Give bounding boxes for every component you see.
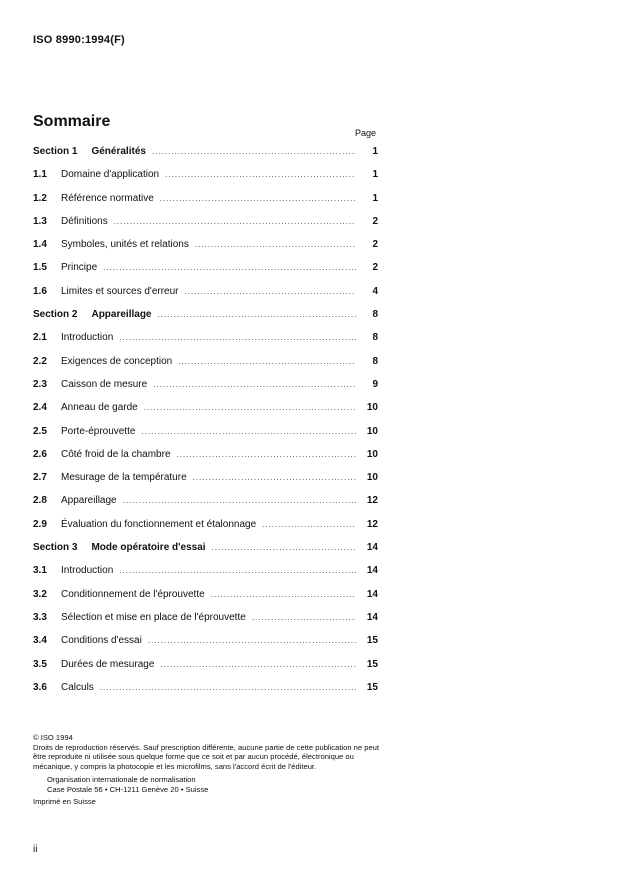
toc-section-row xyxy=(33,309,378,332)
toc-entry-title: Domaine d'application xyxy=(61,169,160,181)
toc-leader-dots xyxy=(158,310,357,319)
toc-leader-dots xyxy=(144,403,356,412)
page-number: ii xyxy=(33,844,38,855)
toc-item-number: 1.6 xyxy=(33,285,47,297)
toc-page-number: 15 xyxy=(366,681,378,693)
toc-item-row xyxy=(33,472,378,495)
toc-leader-dots xyxy=(177,450,356,459)
toc-leader-dots xyxy=(160,660,356,669)
toc-item-row xyxy=(33,682,378,705)
toc-item-row xyxy=(33,332,378,355)
toc-item-row xyxy=(33,519,378,542)
toc-item-number: 3.6 xyxy=(33,681,47,693)
toc-leader-dots xyxy=(103,263,356,272)
toc-item-number: 1.3 xyxy=(33,215,47,227)
toc-page-number: 8 xyxy=(372,332,378,344)
toc-entry-title: Mode opératoire d'essai xyxy=(91,542,206,554)
toc-leader-dots xyxy=(195,240,356,249)
toc-leader-dots xyxy=(165,170,356,179)
toc-page-number: 10 xyxy=(366,448,378,460)
toc-item-row xyxy=(33,169,378,192)
toc-leader-dots xyxy=(142,427,357,436)
toc-leader-dots xyxy=(123,496,356,505)
toc-entry-title: Porte-éprouvette xyxy=(61,425,136,437)
toc-leader-dots xyxy=(152,147,356,156)
toc-item-row xyxy=(33,379,378,402)
toc-leader-dots xyxy=(185,287,356,296)
toc-item-number: 3.5 xyxy=(33,658,47,670)
toc-item-number: 1.4 xyxy=(33,239,47,251)
toc-entry-title: Conditionnement de l'éprouvette xyxy=(61,588,205,600)
toc-leader-dots xyxy=(119,333,356,342)
toc-page-number: 1 xyxy=(372,192,378,204)
toc-item-number: 2.4 xyxy=(33,402,47,414)
toc-item-row xyxy=(33,402,378,425)
toc-item-row xyxy=(33,426,378,449)
toc-entry-title: Caisson de mesure xyxy=(61,378,148,390)
copyright-rights: Droits de reproduction réservés. Sauf prescription différente, aucune partie de cette publication ne peut être reproduite ni utilisée sous quelque forme que ce soit et par aucun procédé, électronique ou mécanique, y compris la photocopie et les microfilms, sans l'accord écrit de l'éditeur. xyxy=(33,742,380,771)
toc-page-number: 15 xyxy=(366,635,378,647)
toc-page-number: 9 xyxy=(372,378,378,390)
copyright-org: Organisation internationale de normalisation xyxy=(47,775,196,785)
toc-item-row xyxy=(33,659,378,682)
toc-leader-dots xyxy=(211,590,356,599)
toc-page-number: 12 xyxy=(366,495,378,507)
toc-item-row xyxy=(33,356,378,379)
toc-page-number: 15 xyxy=(366,658,378,670)
toc-entry-title: Conditions d'essai xyxy=(61,635,142,647)
toc-item-number: 1.5 xyxy=(33,262,47,274)
toc-leader-dots xyxy=(100,683,356,692)
toc-entry-title: Généralités xyxy=(91,146,146,157)
copyright-line: © ISO 1994 xyxy=(33,733,73,742)
toc-entry-title: Appareillage xyxy=(61,495,117,507)
toc-entry-title: Calculs xyxy=(61,681,94,693)
copyright-block xyxy=(33,733,381,806)
toc-entry-title: Mesurage de la température xyxy=(61,472,187,484)
toc-item-row xyxy=(33,262,378,285)
toc-page-number: 10 xyxy=(366,425,378,437)
toc-item-number: 3.3 xyxy=(33,611,47,623)
toc-item-row xyxy=(33,239,378,262)
toc-item-number: 2.3 xyxy=(33,378,47,390)
toc-section-number: Section 2 xyxy=(33,309,78,321)
toc-page-number: 14 xyxy=(366,542,378,554)
toc-entry-title: Sélection et mise en place de l'éprouvette xyxy=(61,611,246,623)
toc-item-number: 2.1 xyxy=(33,332,47,344)
toc-leader-dots xyxy=(148,636,356,645)
toc-entry-title: Appareillage xyxy=(91,309,152,321)
table-of-contents xyxy=(33,146,378,705)
toc-page-number: 12 xyxy=(366,518,378,530)
toc-page-number: 2 xyxy=(372,215,378,227)
toc-page-number: 14 xyxy=(366,565,378,577)
toc-leader-dots xyxy=(114,217,356,226)
toc-leader-dots xyxy=(212,543,356,552)
toc-page-number: 2 xyxy=(372,239,378,251)
toc-leader-dots xyxy=(153,380,356,389)
toc-page-number: 14 xyxy=(366,588,378,600)
toc-item-row xyxy=(33,612,378,635)
toc-entry-title: Évaluation du fonctionnement et étalonnage xyxy=(61,518,257,530)
toc-entry-title: Symboles, unités et relations xyxy=(61,239,189,251)
page-column-label: Page xyxy=(355,128,377,138)
toc-title: Sommaire xyxy=(33,113,111,130)
toc-entry-title: Principe xyxy=(61,262,98,274)
toc-item-row xyxy=(33,449,378,472)
toc-section-number: Section 3 xyxy=(33,542,78,554)
toc-item-number: 1.1 xyxy=(33,169,47,181)
copyright-printed: Imprimé en Suisse xyxy=(33,796,96,806)
toc-entry-title: Côté froid de la chambre xyxy=(61,448,171,460)
toc-leader-dots xyxy=(119,566,356,575)
toc-leader-dots xyxy=(262,520,356,529)
toc-leader-dots xyxy=(252,613,356,622)
toc-item-number: 2.9 xyxy=(33,518,47,530)
toc-page-number: 2 xyxy=(372,262,378,274)
toc-item-row xyxy=(33,495,378,518)
toc-page-number: 8 xyxy=(372,355,378,367)
toc-item-row xyxy=(33,193,378,216)
toc-section-row xyxy=(33,542,378,565)
toc-entry-title: Durées de mesurage xyxy=(61,658,155,670)
toc-item-number: 2.2 xyxy=(33,355,47,367)
toc-page-number: 1 xyxy=(372,146,378,157)
toc-page-number: 10 xyxy=(366,402,378,414)
copyright-address: Case Postale 56 • CH-1211 Genève 20 • Suisse xyxy=(47,784,209,794)
toc-item-row xyxy=(33,635,378,658)
toc-section-number: Section 1 xyxy=(33,146,78,157)
toc-item-number: 2.8 xyxy=(33,495,47,507)
toc-section-row xyxy=(33,146,378,169)
toc-item-number: 3.1 xyxy=(33,565,47,577)
toc-leader-dots xyxy=(160,194,356,203)
toc-entry-title: Introduction xyxy=(61,332,114,344)
toc-entry-title: Exigences de conception xyxy=(61,355,173,367)
toc-item-number: 2.7 xyxy=(33,472,47,484)
toc-item-number: 3.2 xyxy=(33,588,47,600)
toc-item-number: 2.5 xyxy=(33,425,47,437)
toc-page-number: 14 xyxy=(366,611,378,623)
toc-item-number: 1.2 xyxy=(33,192,47,204)
toc-leader-dots xyxy=(178,357,356,366)
toc-page-number: 8 xyxy=(372,309,378,321)
toc-leader-dots xyxy=(193,473,356,482)
toc-item-number: 3.4 xyxy=(33,635,47,647)
toc-entry-title: Anneau de garde xyxy=(61,402,138,414)
toc-page-number: 10 xyxy=(366,472,378,484)
toc-entry-title: Référence normative xyxy=(61,192,154,204)
toc-entry-title: Limites et sources d'erreur xyxy=(61,285,179,297)
toc-item-number: 2.6 xyxy=(33,448,47,460)
toc-page-number: 1 xyxy=(372,169,378,181)
toc-item-row xyxy=(33,589,378,612)
toc-page-number: 4 xyxy=(372,285,378,297)
toc-entry-title: Introduction xyxy=(61,565,114,577)
document-header: ISO 8990:1994(F) xyxy=(33,34,125,46)
toc-item-row xyxy=(33,216,378,239)
toc-item-row xyxy=(33,286,378,309)
toc-entry-title: Définitions xyxy=(61,215,108,227)
toc-item-row xyxy=(33,565,378,588)
